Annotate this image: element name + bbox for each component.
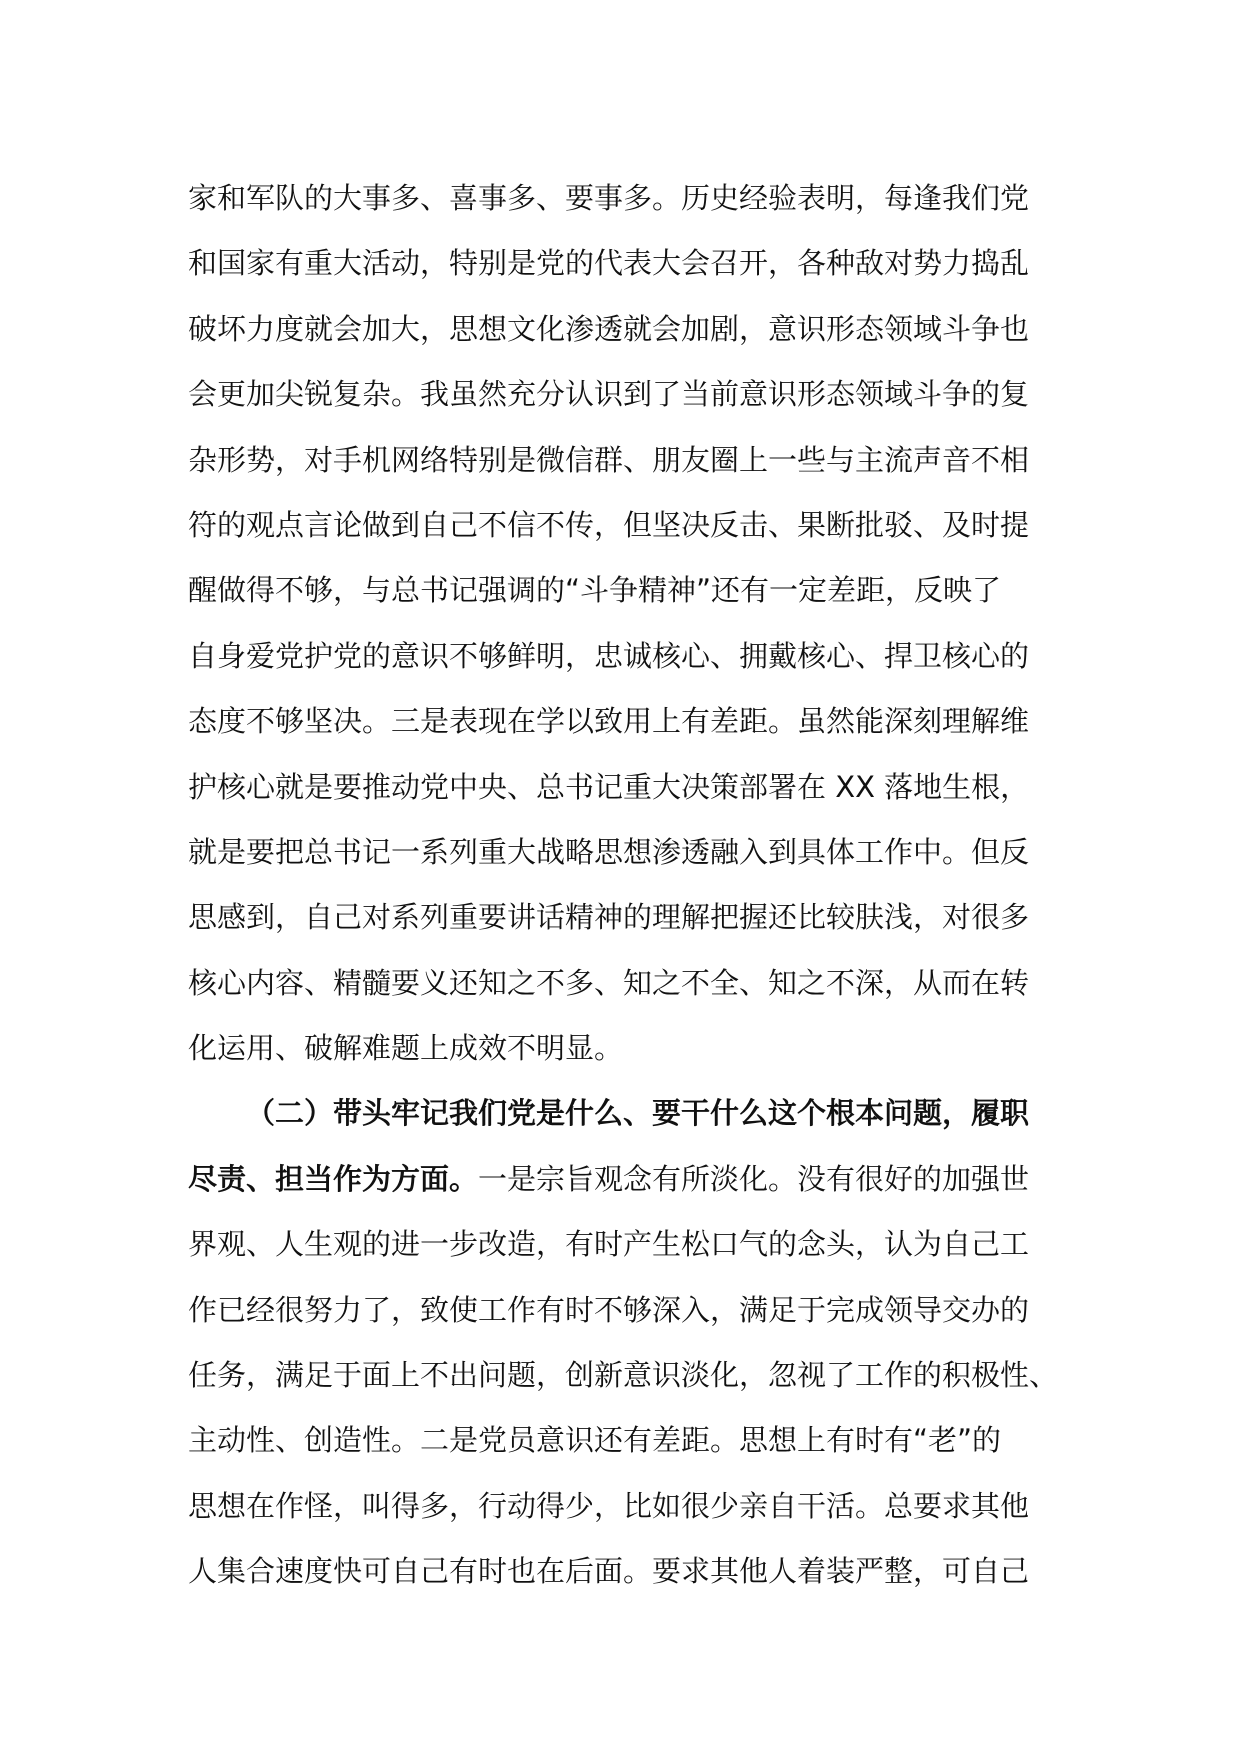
text-line: 思感到，自己对系列重要讲话精神的理解把握还比较肤浅，对很多 xyxy=(188,900,1030,935)
text-line: 杂形势，对手机网络特别是微信群、朋友圈上一些与主流声音不相 xyxy=(188,442,1030,477)
text-line: 核心内容、精髓要义还知之不多、知之不全、知之不深，从而在转 xyxy=(188,965,1030,1000)
text-line: 就是要把总书记一系列重大战略思想渗透融入到具体工作中。但反 xyxy=(188,834,1030,869)
text-run: 一是宗旨观念有所淡化。没有很好的加强世 xyxy=(478,1161,1030,1196)
text-line: 主动性、创造性。二是党员意识还有差距。思想上有时有“老”的 xyxy=(188,1423,1002,1458)
text-line: 会更加尖锐复杂。我虽然充分认识到了当前意识形态领域斗争的复 xyxy=(188,377,1030,412)
text-line: 思想在作怪，叫得多，行动得少，比如很少亲自干活。总要求其他 xyxy=(188,1488,1030,1523)
section-heading-continued: 尽责、担当作为方面。 xyxy=(188,1161,479,1196)
text-line: 符的观点言论做到自己不信不传，但坚决反击、果断批驳、及时提 xyxy=(188,507,1030,542)
text-line: 界观、人生观的进一步改造，有时产生松口气的念头，认为自己工 xyxy=(188,1227,1030,1262)
paragraph-1 xyxy=(188,166,1056,1081)
text-line: 破坏力度就会加大，思想文化渗透就会加剧，意识形态领域斗争也 xyxy=(188,311,1030,346)
text-line: 任务，满足于面上不出问题，创新意识淡化，忽视了工作的积极性、 xyxy=(188,1358,1059,1393)
text-line: 态度不够坚决。三是表现在学以致用上有差距。虽然能深刻理解维 xyxy=(188,704,1030,739)
document-page xyxy=(188,166,1059,1605)
text-line: 护核心就是要推动党中央、总书记重大决策部署在 XX 落地生根， xyxy=(188,769,1030,804)
text-line: 作已经很努力了，致使工作有时不够深入，满足于完成领导交办的 xyxy=(188,1292,1030,1327)
text-line xyxy=(188,1147,1056,1212)
text-line: 醒做得不够，与总书记强调的“斗争精神”还有一定差距，反映了 xyxy=(188,573,1002,608)
section-heading: （二）带头牢记我们党是什么、要干什么这个根本问题，履职 xyxy=(246,1096,1030,1131)
text-line: 自身爱党护党的意识不够鲜明，忠诚核心、拥戴核心、捍卫核心的 xyxy=(188,638,1030,673)
text-line: 化运用、破解难题上成效不明显。 xyxy=(188,1031,624,1066)
text-line: 人集合速度快可自己有时也在后面。要求其他人着装严整，可自己 xyxy=(188,1554,1030,1589)
text-line: 家和军队的大事多、喜事多、要事多。历史经验表明，每逢我们党 xyxy=(188,181,1030,215)
text-line: 和国家有重大活动，特别是党的代表大会召开，各种敌对势力捣乱 xyxy=(188,246,1030,281)
paragraph-2 xyxy=(188,1081,1059,1604)
